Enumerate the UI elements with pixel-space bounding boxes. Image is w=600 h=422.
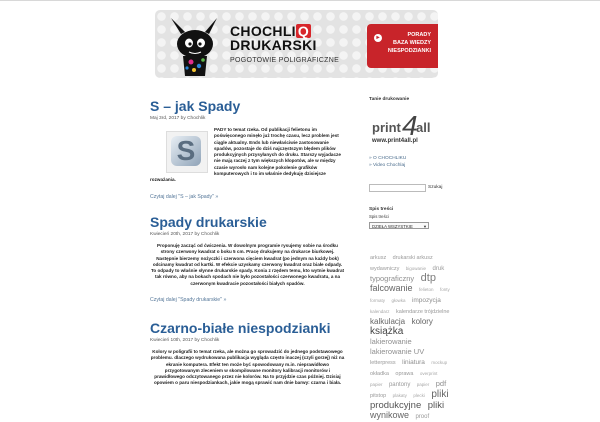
category-select-value: DZIEŁA WSZYSTKIE [372, 224, 413, 229]
post-title-link[interactable]: S – jak Spady [150, 98, 241, 114]
print4all-url: www.print4all.pl [372, 138, 418, 144]
tag-link[interactable]: papier [370, 382, 383, 387]
site-tagline: POGOTOWIE POLIGRAFICZNE [230, 57, 340, 64]
ribbon-menu[interactable] [367, 24, 438, 68]
tag-link[interactable]: oprawa [395, 371, 414, 377]
ribbon-item-porady[interactable]: PORADY [407, 32, 431, 38]
tag-link[interactable]: wydawniczy [370, 266, 400, 272]
print4all-four: 4 [402, 110, 418, 141]
toc-label: Spis treści [369, 214, 389, 219]
search-form [369, 179, 442, 197]
sidebar-links [369, 156, 449, 169]
tag-link[interactable]: impozycja [411, 297, 441, 304]
tag-link[interactable]: wynikowe [370, 410, 410, 420]
top-divider [0, 0, 600, 1]
tag-link[interactable]: książka [370, 326, 404, 337]
post-body-text: Proponuję zacząć od ćwiczenia. W dowolnym programie rysujemy sobie na środku strony czerwony kwadrat o boku 5 cm. Pracę drukujemy na drukarce biurkowej. Następnie bierzemy nożyczki i czerwona cięciem kwadrat (po jednym na każdy bok) odcinamy kwadrat od kartki. W efekcie uzyskamy czerwony kwadrat oraz białe odpady. To odpady to właśnie słynne drukarskie spady. Konia z rzędem temu, kto wytnie kwadrat tak równo, aby na bokach spodach nie było pozostałości czerwonego kwadratu, a na czerwonym kwadracie pozostałości białych spadów. [150, 243, 345, 286]
ribbon-item-baza[interactable]: BAZA WIEDZY [393, 40, 431, 46]
tag-link[interactable]: kalendarze trójdzielne [395, 309, 450, 315]
tag-link[interactable]: dtp [420, 272, 436, 284]
tag-link[interactable]: falcowanie [370, 283, 413, 293]
post-thumbnail[interactable] [166, 131, 208, 173]
logo-line1: CHOCHLI [230, 23, 296, 39]
print4all-word: print [372, 120, 401, 135]
post-entry [150, 98, 345, 200]
sidebar-link-video[interactable]: » Video Chochlaj [369, 162, 406, 168]
ribbon-arrow-icon: ▸ [374, 34, 382, 42]
tag-link[interactable]: typograficzny [370, 274, 415, 283]
post-title-link[interactable]: Czarno-białe niespodzianki [150, 320, 331, 336]
tag-link[interactable]: lakierowanie UV [370, 347, 425, 356]
tag-link[interactable]: produkcyjne [370, 400, 422, 411]
tag-link[interactable]: fonty [439, 287, 450, 292]
sidebar-link-o-chochliku[interactable]: » O CHOCHLIKU [369, 156, 407, 161]
tag-link[interactable]: drukarski arkusz [392, 255, 433, 261]
tag-link[interactable]: kolory [411, 317, 433, 326]
devil-mascot-icon [165, 10, 225, 78]
header-banner[interactable] [155, 10, 438, 78]
post-excerpt [150, 127, 345, 184]
logo-line2: DRUKARSKI [230, 37, 317, 53]
print4all-rest: all [416, 120, 431, 135]
print4all-banner[interactable] [372, 112, 434, 146]
tag-cloud [370, 251, 452, 421]
post-meta: Kwiecień 10th, 2017 by Chochlik [150, 338, 220, 343]
post-meta: Kwiecień 20th, 2017 by Chochlik [150, 232, 220, 237]
letter-s-icon: S [171, 136, 201, 166]
sidebar-heading-cheap-print: Tanie drukowanie [369, 97, 410, 102]
tag-link[interactable]: formaty [370, 298, 386, 303]
read-more-link[interactable]: Czytaj dalej "Spady drukarskie" » [150, 297, 227, 304]
logo-q-mark: Q [297, 23, 310, 39]
tag-link[interactable]: letterpress [370, 360, 396, 366]
post-meta: Maj 3rd, 2017 by Chochlik [150, 116, 206, 121]
sidebar-heading-toc: Spis treści [369, 207, 394, 212]
tag-link[interactable]: plecki [413, 393, 425, 398]
tag-link[interactable]: lakierowanie [370, 337, 412, 346]
tag-link[interactable]: plakaty [392, 393, 407, 398]
tag-link[interactable]: druk [432, 266, 445, 272]
post-body-text: PADY to temat rzeka. Od publikacji felietonu im poświęconego minęło już trochę czasu, lecz problem jest ciągle aktualny. Ends lub niewłaściwie zastosowanie spadów, pozostaje do dziś najczęstszym błędem plików produkcyjnych przysyłanych do druku. Starszy wyjadacze nie mają raczej z tym większych kłopotów, ale w między czasie wyrosło nam kolejne pokolenie grafików komputerowych i to im właśnie dedykuję dzisiejsze rozważania. [150, 127, 341, 183]
tag-link[interactable]: okładka [370, 371, 389, 377]
tag-link[interactable]: kalendarz [370, 309, 390, 314]
tag-link[interactable]: pdf [435, 379, 447, 388]
tag-link[interactable]: felieton [418, 287, 434, 292]
read-more-link[interactable]: Czytaj dalej "S – jak Spady" » [150, 193, 219, 200]
tag-link[interactable]: mockup [431, 360, 448, 365]
ribbon-item-niespodzianki[interactable]: NIESPODZIANKI [387, 48, 431, 54]
tag-link[interactable]: proof [415, 414, 430, 420]
tag-link[interactable]: pantony [388, 382, 411, 388]
tag-link[interactable]: arkusz [370, 255, 387, 261]
tag-link[interactable]: bigowanie [405, 266, 427, 271]
tag-link[interactable]: pliki [431, 389, 449, 400]
tag-link[interactable]: pliki [427, 400, 445, 411]
post-entry [150, 320, 345, 387]
post-title-link[interactable]: Spady drukarskie [150, 214, 267, 230]
search-input[interactable] [369, 184, 426, 192]
post-body-text: Kolory w poligrafii to temat rzeka, ale można go sprowadzić do jednego podstawowego problemu. dlaczego wydrukowana publikacja wygląda często inaczej (czyli gorzej) niż na ekranie komputera. Efekt ten może być spowodowany m.in. nieprawidłowo przygotowanym zleceniem w skompilowane monitory kalibracji monitorów i prawidłowego odczytowanego przez nie kolorów. Na to przyjdzie czas później. Dzisiaj opowiem o paru niespodziankach, jakie mogą sprawić nam dnie barwy: czarna i biała. [150, 349, 345, 386]
tag-link[interactable]: liniatura [402, 359, 425, 366]
site-logo[interactable] [230, 24, 317, 52]
tag-link[interactable]: overprint [419, 371, 438, 376]
chevron-down-icon: ▼ [423, 224, 427, 229]
post-entry [150, 214, 345, 303]
search-button[interactable]: Szukaj [428, 185, 443, 191]
category-select[interactable] [369, 222, 429, 229]
tag-link[interactable]: papier [416, 382, 430, 387]
tag-link[interactable]: kalkulacja [370, 317, 406, 326]
tag-link[interactable]: pitstop [370, 393, 387, 399]
tag-link[interactable]: głowka [391, 298, 406, 303]
